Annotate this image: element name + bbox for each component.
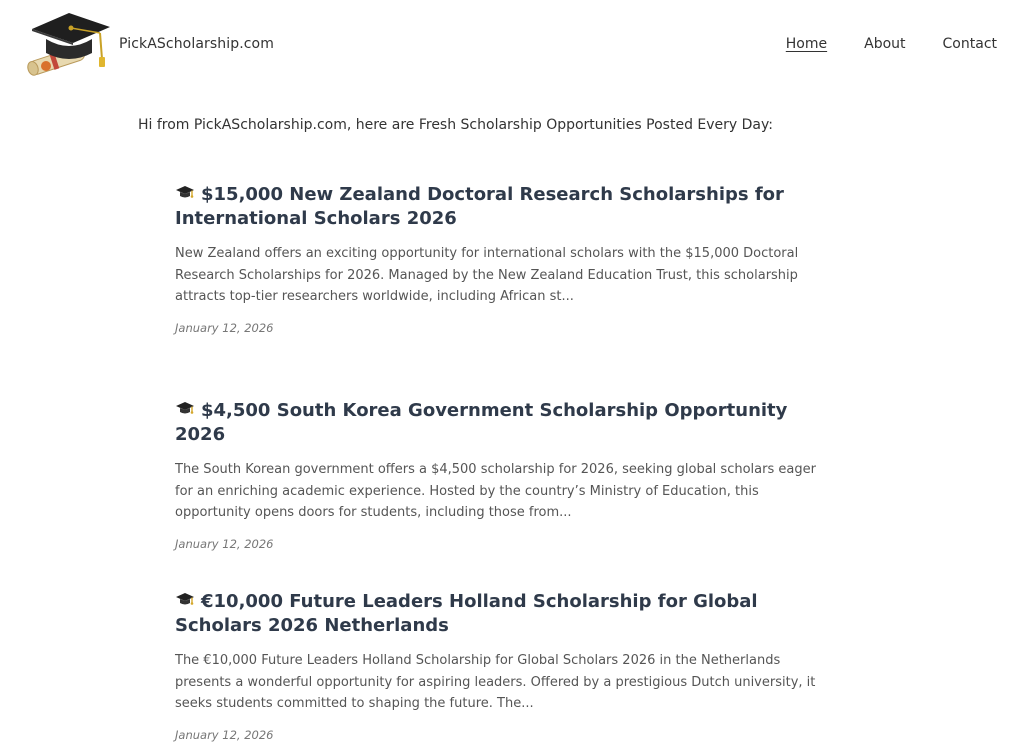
post-item <box>175 399 835 551</box>
graduation-cap-icon <box>175 184 195 202</box>
post-date: January 12, 2026 <box>175 321 274 336</box>
post-item <box>175 183 835 335</box>
post-excerpt: The €10,000 Future Leaders Holland Scholarship for Global Scholars 2026 in the Netherlands presents a wonderful opportunity for aspiring leaders. Offered by a prestigious Dutch university, it seeks students committed to shaping the future. The... <box>175 653 816 712</box>
site-name-link[interactable]: PickAScholarship.com <box>119 36 274 52</box>
post-excerpt: New Zealand offers an exciting opportunity for international scholars with the $15,000 Doctoral Research Scholarships for 2026. Managed by the New Zealand Education Trust, this scholarship attracts top-tier researchers worldwide, including African st... <box>175 246 799 305</box>
graduation-cap-diploma-logo[interactable] <box>24 9 114 81</box>
site-header <box>0 0 1024 90</box>
main-nav <box>749 36 997 52</box>
post-title-text: $4,500 South Korea Government Scholarship Opportunity 2026 <box>175 400 788 445</box>
nav-about-link[interactable]: About <box>864 36 906 52</box>
post-title-link[interactable] <box>175 183 835 230</box>
post-title-text: €10,000 Future Leaders Holland Scholarship for Global Scholars 2026 Netherlands <box>175 591 758 636</box>
post-excerpt: The South Korean government offers a $4,500 scholarship for 2026, seeking global scholars eager for an enriching academic experience. Hosted by the country’s Ministry of Education, this opportunity opens doors for students, including those from... <box>175 462 816 521</box>
post-title-text: $15,000 New Zealand Doctoral Research Scholarships for International Scholars 2026 <box>175 184 784 229</box>
graduation-cap-icon <box>175 591 195 609</box>
post-title-link[interactable] <box>175 590 835 637</box>
nav-contact-link[interactable]: Contact <box>942 36 997 52</box>
nav-home-link[interactable]: Home <box>785 36 828 52</box>
post-date: January 12, 2026 <box>175 728 274 743</box>
post-date: January 12, 2026 <box>175 537 274 552</box>
graduation-cap-icon <box>175 400 195 418</box>
intro-text: Hi from PickAScholarship.com, here are Fresh Scholarship Opportunities Posted Every Day: <box>138 117 773 133</box>
post-title-link[interactable] <box>175 399 835 446</box>
post-item <box>175 590 835 742</box>
